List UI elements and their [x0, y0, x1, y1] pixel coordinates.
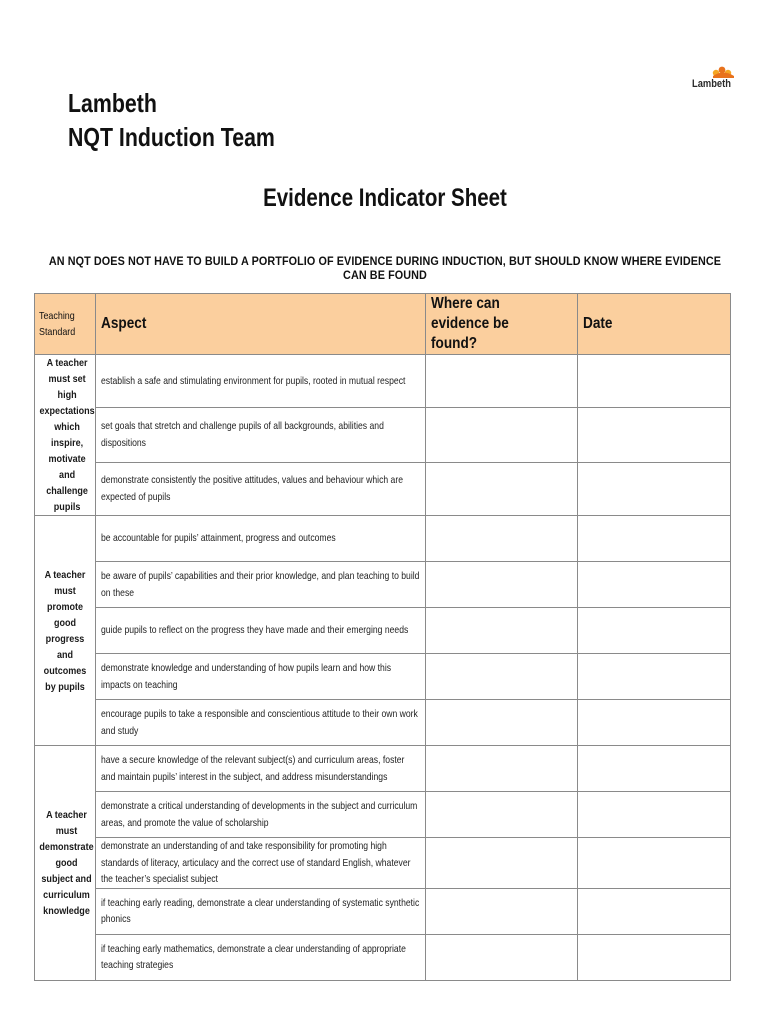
table-row — [35, 700, 731, 746]
evidence-cell[interactable] — [426, 654, 578, 700]
date-cell[interactable] — [578, 408, 731, 462]
column-header-aspect: Aspect — [96, 294, 426, 355]
date-cell[interactable] — [578, 888, 731, 934]
aspect-cell: demonstrate knowledge and understanding of how pupils learn and how this impacts on teaching — [96, 654, 426, 700]
date-cell[interactable] — [578, 746, 731, 792]
date-cell[interactable] — [578, 608, 731, 654]
table-row — [35, 608, 731, 654]
evidence-table — [34, 293, 731, 981]
date-cell[interactable] — [578, 700, 731, 746]
standard-cell: A teacher must promote good progress and outcomes by pupils — [35, 516, 96, 746]
evidence-cell[interactable] — [426, 608, 578, 654]
lambeth-logo — [690, 66, 738, 92]
evidence-cell[interactable] — [426, 934, 578, 980]
evidence-cell[interactable] — [426, 746, 578, 792]
aspect-cell: demonstrate an understanding of and take responsibility for promoting high standards of literacy, articulacy and the correct use of standard English, whatever the teacher’s specialist subject — [96, 838, 426, 889]
aspect-cell: demonstrate a critical understanding of developments in the subject and curriculum areas, and promote the value of scholarship — [96, 792, 426, 838]
standard-cell: A teacher must set high expectations which inspire, motivate and challenge pupils — [35, 355, 96, 516]
table-row — [35, 792, 731, 838]
logo-flame-icon — [710, 66, 736, 78]
org-name: Lambeth — [68, 88, 157, 118]
page-title: Evidence Indicator Sheet — [263, 184, 507, 212]
column-header-evidence: Where can evidence be found? — [426, 294, 578, 355]
table-row — [35, 462, 731, 515]
evidence-cell[interactable] — [426, 562, 578, 608]
date-cell[interactable] — [578, 934, 731, 980]
team-name: NQT Induction Team — [68, 122, 275, 152]
evidence-cell[interactable] — [426, 462, 578, 515]
date-cell[interactable] — [578, 654, 731, 700]
aspect-cell: establish a safe and stimulating environment for pupils, rooted in mutual respect — [96, 355, 426, 408]
evidence-cell[interactable] — [426, 355, 578, 408]
table-row — [35, 746, 731, 792]
table-row — [35, 654, 731, 700]
aspect-cell: be aware of pupils’ capabilities and their prior knowledge, and plan teaching to build on these — [96, 562, 426, 608]
aspect-cell: be accountable for pupils’ attainment, progress and outcomes — [96, 516, 426, 562]
table-row — [35, 934, 731, 980]
evidence-cell[interactable] — [426, 888, 578, 934]
date-cell[interactable] — [578, 562, 731, 608]
column-header-date: Date — [578, 294, 731, 355]
date-cell[interactable] — [578, 355, 731, 408]
evidence-cell[interactable] — [426, 408, 578, 462]
table-header-row — [35, 294, 731, 355]
evidence-cell[interactable] — [426, 700, 578, 746]
table-row — [35, 355, 731, 408]
table-row — [35, 516, 731, 562]
evidence-cell[interactable] — [426, 516, 578, 562]
notice-text: AN NQT DOES NOT HAVE TO BUILD A PORTFOLIO OF EVIDENCE DURING INDUCTION, BUT SHOULD KNOW WHERE EVIDENCE CAN BE FOUND — [48, 254, 722, 282]
aspect-cell: if teaching early reading, demonstrate a clear understanding of systematic synthetic phonics — [96, 888, 426, 934]
evidence-cell[interactable] — [426, 792, 578, 838]
aspect-cell: guide pupils to reflect on the progress they have made and their emerging needs — [96, 608, 426, 654]
date-cell[interactable] — [578, 516, 731, 562]
date-cell[interactable] — [578, 462, 731, 515]
date-cell[interactable] — [578, 792, 731, 838]
standard-cell: A teacher must demonstrate good subject and curriculum knowledge — [35, 746, 96, 981]
evidence-cell[interactable] — [426, 838, 578, 889]
table-row — [35, 408, 731, 462]
date-cell[interactable] — [578, 838, 731, 889]
aspect-cell: have a secure knowledge of the relevant subject(s) and curriculum areas, foster and maintain pupils’ interest in the subject, and address misunderstandings — [96, 746, 426, 792]
aspect-cell: if teaching early mathematics, demonstrate a clear understanding of appropriate teaching strategies — [96, 934, 426, 980]
aspect-cell: encourage pupils to take a responsible and conscientious attitude to their own work and study — [96, 700, 426, 746]
table-row — [35, 838, 731, 889]
aspect-cell: demonstrate consistently the positive attitudes, values and behaviour which are expected of pupils — [96, 462, 426, 515]
org-heading — [68, 86, 275, 154]
table-row — [35, 562, 731, 608]
aspect-cell: set goals that stretch and challenge pupils of all backgrounds, abilities and dispositions — [96, 408, 426, 462]
column-header-standard: Teaching Standard — [35, 294, 96, 355]
table-row — [35, 888, 731, 934]
logo-text: Lambeth — [692, 78, 731, 90]
